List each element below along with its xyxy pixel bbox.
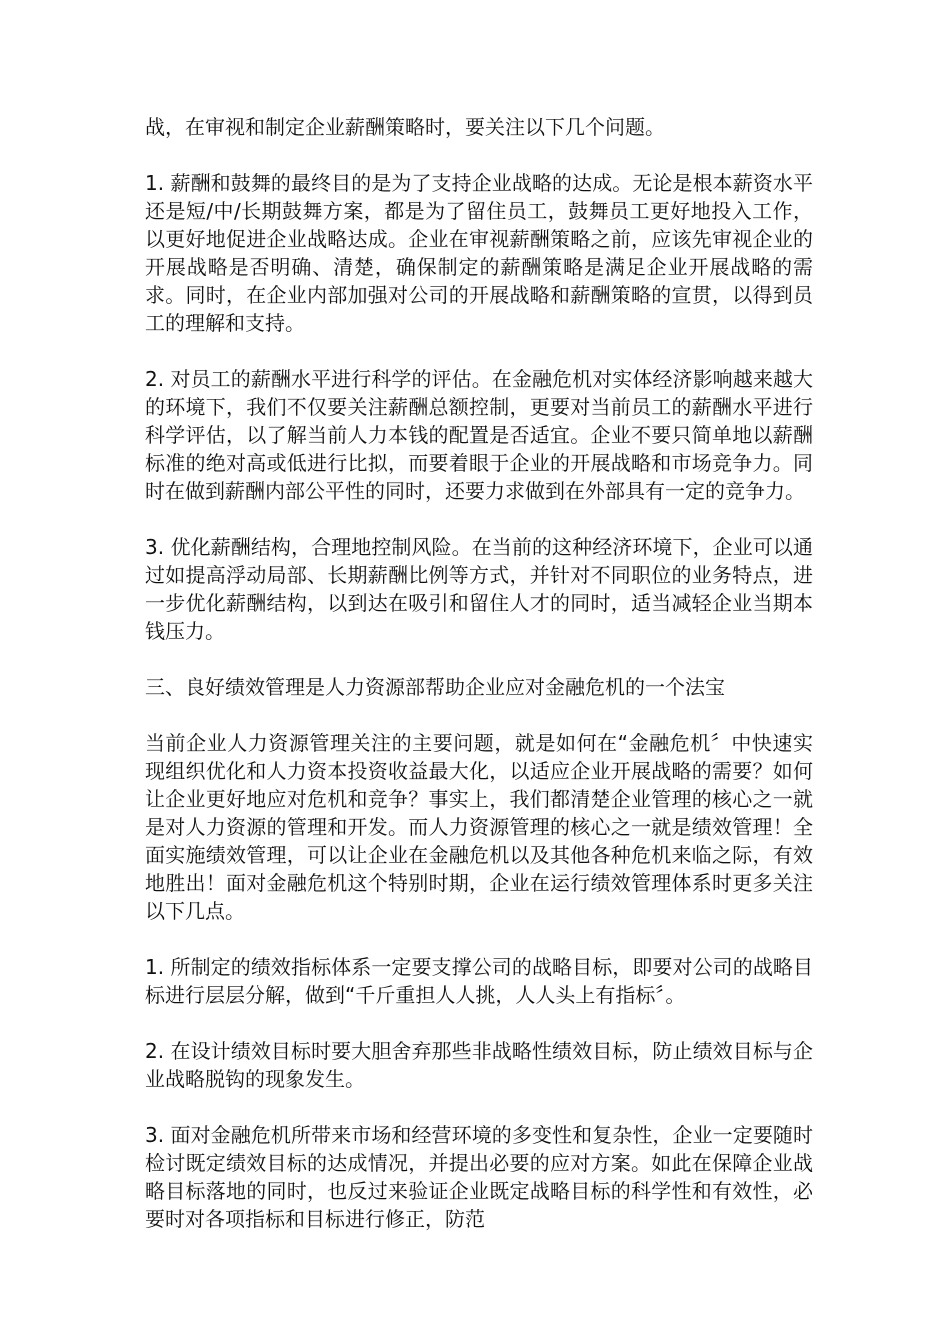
paragraph-intro: 战，在审视和制定企业薪酬策略时，要关注以下几个问题。 — [145, 115, 665, 139]
document-page — [145, 113, 813, 1233]
paragraph-salary-point-2: 2. 对员工的薪酬水平进行科学的评估。在金融危机对实体经济影响越来越大的环境下，我们不仅要关注薪酬总额控制，更要对当前员工的薪酬水平进行科学评估，以了解当前人力本钱的配置是否适宜。企业不要只简单地以薪酬标准的绝对高或低进行比拟，而要着眼于企业的开展战略和市场竞争力。同时在做到薪酬内部公平性的同时，还要力求做到在外部具有一定的竞争力。 — [145, 367, 813, 503]
paragraph-performance-point-2: 2. 在设计绩效目标时要大胆舍弃那些非战略性绩效目标，防止绩效目标与企业战略脱钩的现象发生。 — [145, 1039, 813, 1091]
paragraph-salary-point-1: 1. 薪酬和鼓舞的最终目的是为了支持企业战略的达成。无论是根本薪资水平还是短/中/长期鼓舞方案，都是为了留住员工，鼓舞员工更好地投入工作，以更好地促进企业战略达成。企业在审视薪酬策略之前，应该先审视企业的开展战略是否明确、清楚，确保制定的薪酬策略是满足企业开展战略的需求。同时，在企业内部加强对公司的开展战略和薪酬策略的宣贯，以得到员工的理解和支持。 — [145, 171, 813, 335]
paragraph-performance-intro: 当前企业人力资源管理关注的主要问题，就是如何在“金融危机〞中快速实现组织优化和人力资本投资收益最大化，以适应企业开展战略的需要？如何让企业更好地应对危机和竞争？事实上，我们都清楚企业管理的核心之一就是对人力资源的管理和开发。而人力资源管理的核心之一就是绩效管理！全面实施绩效管理，可以让企业在金融危机以及其他各种危机来临之际，有效地胜出！面对金融危机这个特别时期，企业在运行绩效管理体系时更多关注以下几点。 — [145, 731, 813, 923]
section-heading-performance: 三、良好绩效管理是人力资源部帮助企业应对金融危机的一个法宝 — [145, 675, 725, 699]
paragraph-salary-point-3: 3. 优化薪酬结构，合理地控制风险。在当前的这种经济环境下，企业可以通过如提高浮动局部、长期薪酬比例等方式，并针对不同职位的业务特点，进一步优化薪酬结构，以到达在吸引和留住人才的同时，适当减轻企业当期本钱压力。 — [145, 535, 813, 643]
paragraph-performance-point-1: 1. 所制定的绩效指标体系一定要支撑公司的战略目标，即要对公司的战略目标进行层层分解，做到“千斤重担人人挑，人人头上有指标〞。 — [145, 955, 813, 1007]
paragraph-performance-point-3: 3. 面对金融危机所带来市场和经营环境的多变性和复杂性，企业一定要随时检讨既定绩效目标的达成情况，并提出必要的应对方案。如此在保障企业战略目标落地的同时，也反过来验证企业既定战略目标的科学性和有效性，必要时对各项指标和目标进行修正，防范 — [145, 1123, 813, 1231]
